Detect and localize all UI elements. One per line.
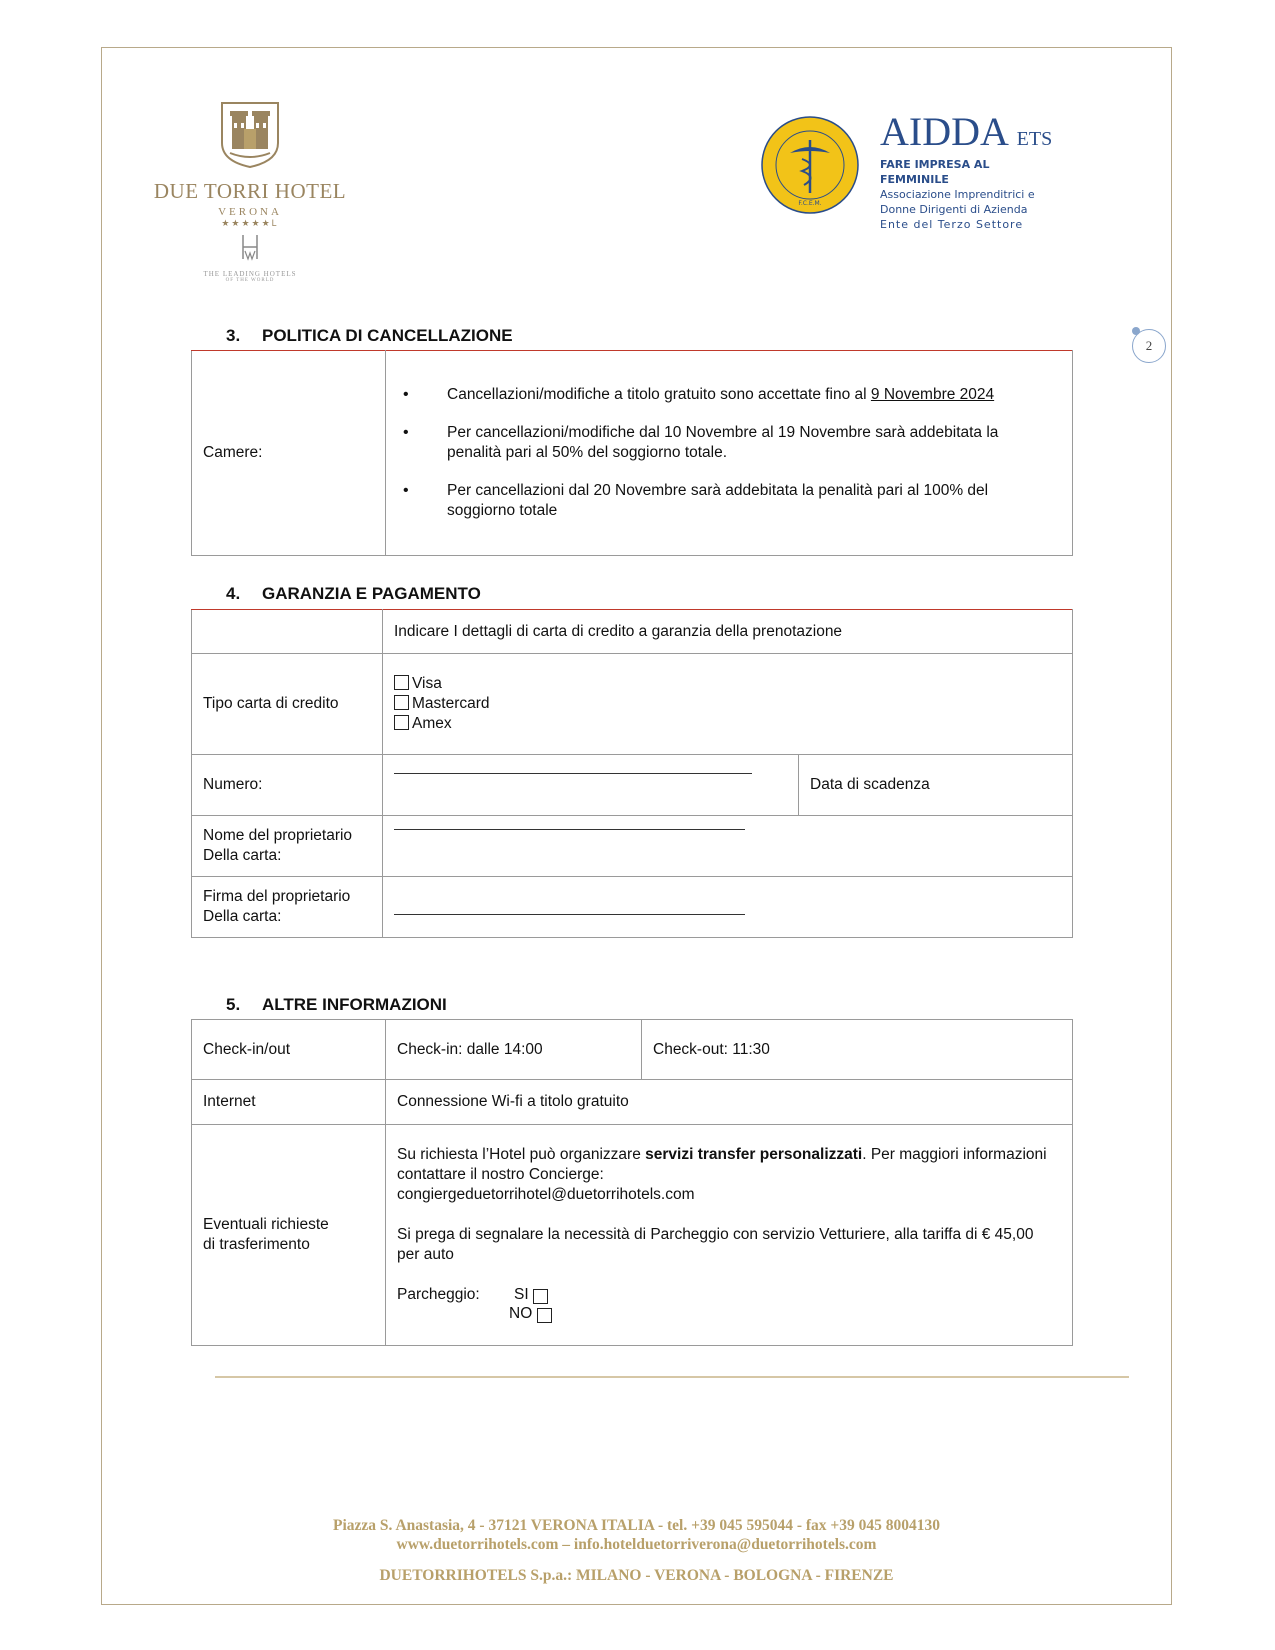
parking-info: Si prega di segnalare la necessità di Parcheggio con servizio Vetturiere, alla tariffa di € 45,00 per auto: [397, 1226, 1034, 1263]
footer-address: Piazza S. Anastasia, 4 - 37121 VERONA ITALIA - tel. +39 045 595044 - fax +39 045 8004130: [333, 1517, 940, 1534]
parking-label: Parcheggio:: [397, 1286, 480, 1303]
transfer-info: [397, 1145, 1052, 1185]
aidda-subtitle: [880, 157, 1060, 232]
parking-choice: [397, 1285, 1052, 1325]
parking-yes-label: SI: [514, 1286, 529, 1303]
card-signature-field[interactable]: [383, 877, 1073, 938]
card-signature-label: [192, 877, 383, 938]
transfer-label: [192, 1125, 386, 1346]
card-option-visa[interactable]: [394, 674, 1061, 694]
hotel-name: DUE TORRI HOTEL: [153, 179, 347, 203]
card-owner-field[interactable]: [383, 816, 1073, 877]
hotel-city: VERONA: [218, 206, 282, 218]
card-signature-label-1: Firma del proprietario: [203, 888, 351, 905]
expiry-label[interactable]: Data di scadenza: [799, 755, 1073, 816]
amex-label: Amex: [412, 715, 452, 732]
checkin-time: Check-in: dalle 14:00: [386, 1020, 642, 1080]
transfer-label-2: di trasferimento: [203, 1236, 310, 1253]
aidda-line-3: Donne Dirigenti di Azienda: [880, 203, 1028, 216]
lhw-text: THE LEADING HOTELS: [203, 270, 297, 278]
aidda-title: [880, 109, 1053, 159]
card-owner-label: [192, 816, 383, 877]
card-number-line[interactable]: [394, 773, 752, 774]
section-4-title: GARANZIA E PAGAMENTO: [262, 584, 481, 603]
payment-table: [191, 609, 1073, 938]
parking-yes-checkbox[interactable]: [533, 1289, 548, 1304]
footer-company: DUETORRIHOTELS S.p.a.: MILANO - VERONA - BOLOGNA - FIRENZE: [379, 1567, 894, 1584]
card-owner-line[interactable]: [394, 829, 745, 830]
page-number-dot: [1132, 327, 1140, 335]
transfer-label-1: Eventuali richieste: [203, 1216, 329, 1233]
transfer-services-highlight: servizi transfer personalizzati: [645, 1146, 863, 1163]
section-3-number: 3.: [226, 326, 241, 345]
section-3-heading: [226, 326, 513, 346]
footer-divider: [215, 1376, 1129, 1378]
info-table: [191, 1019, 1073, 1346]
fcem-seal-icon: [760, 115, 860, 215]
transfer-text-2: . Per maggiori informazioni contattare il nostro Concierge:: [397, 1146, 1047, 1183]
aidda-line-2: Associazione Imprenditrici e: [880, 188, 1035, 201]
parking-no-checkbox[interactable]: [537, 1308, 552, 1323]
card-type-options: [383, 654, 1073, 755]
page-number: 2: [1132, 329, 1166, 363]
internet-label: Internet: [192, 1080, 386, 1125]
transfer-details: [386, 1125, 1073, 1346]
concierge-email[interactable]: congiergeduetorrihotel@duetorrihotels.com: [397, 1186, 695, 1203]
hotel-stars: ★★★★★L: [221, 218, 279, 228]
payment-intro-empty: [192, 610, 383, 654]
spacer: [397, 1265, 1052, 1285]
card-number-field[interactable]: [383, 755, 799, 816]
amex-checkbox[interactable]: [394, 715, 409, 730]
payment-intro: Indicare I dettagli di carta di credito a garanzia della prenotazione: [383, 610, 1073, 654]
aidda-logo: [760, 109, 1060, 231]
parking-no-option[interactable]: [509, 1304, 555, 1324]
cancellation-table: [191, 350, 1073, 556]
fcem-seal-text: F.C.E.M.: [798, 200, 822, 207]
card-signature-line[interactable]: [394, 914, 745, 915]
due-torri-logo: [150, 95, 350, 283]
cancellation-item: • Per cancellazioni dal 20 Novembre sarà addebitata la penalità pari al 100% del soggiorno totale: [425, 481, 1048, 521]
checkout-time: Check-out: 11:30: [642, 1020, 1073, 1080]
aidda-line-1: FARE IMPRESA AL FEMMINILE: [880, 158, 990, 186]
card-option-mastercard[interactable]: [394, 694, 1061, 714]
cancellation-policy-cell: [386, 351, 1073, 556]
card-owner-label-1: Nome del proprietario: [203, 827, 353, 844]
transfer-text-1: Su richiesta l’Hotel può organizzare: [397, 1146, 646, 1163]
aidda-name: AIDDA: [880, 109, 1007, 154]
section-5-title: ALTRE INFORMAZIONI: [262, 995, 447, 1014]
due-torri-crest-icon: [210, 95, 290, 170]
card-owner-label-2: Della carta:: [203, 847, 282, 864]
footer-web[interactable]: www.duetorrihotels.com – info.hotelduetorriverona@duetorrihotels.com: [396, 1536, 877, 1553]
internet-value: Connessione Wi-fi a titolo gratuito: [386, 1080, 1073, 1125]
section-4-number: 4.: [226, 584, 241, 603]
aidda-line-4: Ente del Terzo Settore: [880, 218, 1024, 231]
parking-yes-option[interactable]: [514, 1285, 551, 1305]
card-type-label: Tipo carta di credito: [192, 654, 383, 755]
spacer: [397, 1205, 1052, 1225]
section-4-heading: [226, 584, 481, 604]
section-3-title: POLITICA DI CANCELLAZIONE: [262, 326, 513, 345]
cancellation-item: • Per cancellazioni/modifiche dal 10 Novembre al 19 Novembre sarà addebitata la penalità pari al 50% del soggiorno totale.: [425, 423, 1048, 463]
parking-no-label: NO: [509, 1305, 533, 1322]
card-number-label: Numero:: [192, 755, 383, 816]
free-cancellation-date: 9 Novembre 2024: [870, 386, 995, 403]
cancellation-list: [397, 385, 1048, 521]
section-5-number: 5.: [226, 995, 241, 1014]
cancellation-item-1-text: Cancellazioni/modifiche a titolo gratuito sono accettate fino al: [447, 386, 871, 403]
cancellation-item: [425, 385, 1048, 405]
aidda-suffix: ETS: [1016, 128, 1053, 150]
visa-checkbox[interactable]: [394, 675, 409, 690]
mastercard-label: Mastercard: [412, 695, 490, 712]
checkinout-label: Check-in/out: [192, 1020, 386, 1080]
card-option-amex[interactable]: [394, 714, 1061, 734]
lhw-text-2: OF THE WORLD: [225, 278, 275, 283]
section-5-heading: [226, 995, 447, 1015]
card-signature-label-2: Della carta:: [203, 908, 282, 925]
visa-label: Visa: [412, 675, 442, 692]
lhw-logo-icon: [237, 233, 263, 263]
rooms-label: Camere:: [192, 351, 386, 556]
mastercard-checkbox[interactable]: [394, 695, 409, 710]
